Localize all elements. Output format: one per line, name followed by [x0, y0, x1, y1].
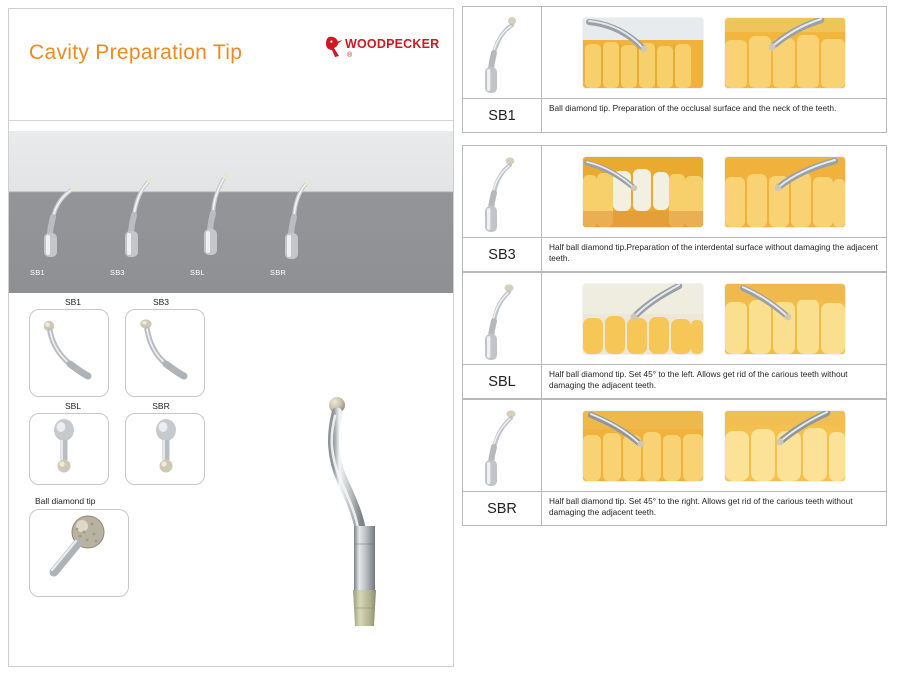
photo-sb3-right — [725, 157, 845, 227]
left-panel — [8, 8, 454, 667]
photo-sbl-left — [583, 284, 703, 354]
row-code: SBL — [463, 364, 541, 398]
diagram-box-sbr — [125, 413, 205, 485]
row-description: Half ball diamond tip.Preparation of the interdental surface without damaging the adjacent teeth. — [542, 237, 886, 271]
mini-caption-sb1: SB1 — [64, 297, 82, 307]
diagram-box-sbl — [29, 413, 109, 485]
photo-art — [725, 411, 845, 481]
row-tip-cell — [463, 146, 542, 271]
page-title: Cavity Preparation Tip — [29, 41, 243, 64]
row-tip-icon-sbl — [463, 275, 541, 367]
mini-caption-sbr: SBR — [152, 401, 170, 411]
band-tip-sb1 — [23, 183, 81, 265]
row-code: SBR — [463, 491, 541, 525]
row-code: SB3 — [463, 237, 541, 271]
mini-caption-sb3: SB3 — [152, 297, 170, 307]
diagram-tip-sb3 — [126, 310, 204, 396]
brand-logo — [325, 35, 440, 69]
row-tip-icon-sbr — [463, 402, 541, 494]
diagram-tip-sbr — [126, 414, 204, 484]
photo-sbl-right — [725, 284, 845, 354]
band-label-sb3: SB3 — [110, 268, 125, 277]
diagram-tip-sbl — [30, 414, 108, 484]
mini-caption-sbl: SBL — [64, 401, 82, 411]
band-label-sbr: SBR — [270, 268, 287, 277]
band-tip-sb3 — [105, 173, 163, 265]
table-row — [462, 272, 887, 399]
diagram-box-sb3 — [125, 309, 205, 397]
band-label-sb1: SB1 — [30, 268, 45, 277]
photo-art — [583, 284, 703, 354]
photo-sbr-left — [583, 411, 703, 481]
band-label-sbl: SBL — [190, 268, 205, 277]
row-description: Ball diamond tip. Preparation of the occlusal surface and the neck of the teeth. — [542, 98, 886, 132]
photo-sb1-right — [725, 18, 845, 88]
diagram-ball-diamond-tip — [30, 510, 128, 596]
row-tip-cell — [463, 400, 542, 525]
table-row — [462, 6, 887, 133]
diagram-tip-sb1 — [30, 310, 108, 396]
row-tip-cell — [463, 7, 542, 132]
brand-name: WOODPECKER — [345, 37, 440, 51]
photo-art — [725, 18, 845, 88]
row-tip-cell — [463, 273, 542, 398]
row-tip-icon-sb1 — [463, 9, 541, 101]
row-tip-icon-sb3 — [463, 148, 541, 240]
spec-table — [462, 6, 892, 646]
photo-art — [583, 18, 703, 88]
row-description: Half ball diamond tip. Set 45° to the right. Allows get rid of the carious teeth without damaging the adjacent teeth. — [542, 491, 886, 525]
row-code: SB1 — [463, 98, 541, 132]
title-bar — [9, 9, 453, 121]
band-tip-sbl — [185, 169, 243, 265]
mini-caption-ball-diamond-tip: Ball diamond tip — [35, 496, 96, 506]
diagram-box-ball-diamond-tip — [29, 509, 129, 597]
photo-art — [725, 157, 845, 227]
tips-overview-band — [9, 131, 453, 293]
photo-sb1-left — [583, 18, 703, 88]
photo-sbr-right — [725, 411, 845, 481]
woodpecker-bird-icon — [325, 36, 343, 58]
brand-registered-mark: ® — [347, 52, 353, 59]
photo-art — [583, 411, 703, 481]
photo-sb3-left — [583, 157, 703, 227]
band-tip-sbr — [265, 177, 323, 267]
photo-art — [583, 157, 703, 227]
main-tip-illustration — [309, 394, 419, 634]
table-row — [462, 145, 887, 272]
diagram-box-sb1 — [29, 309, 109, 397]
table-row — [462, 399, 887, 526]
row-description: Half ball diamond tip. Set 45° to the left. Allows get rid of the carious teeth without damaging the adjacent teeth. — [542, 364, 886, 398]
photo-art — [725, 284, 845, 354]
